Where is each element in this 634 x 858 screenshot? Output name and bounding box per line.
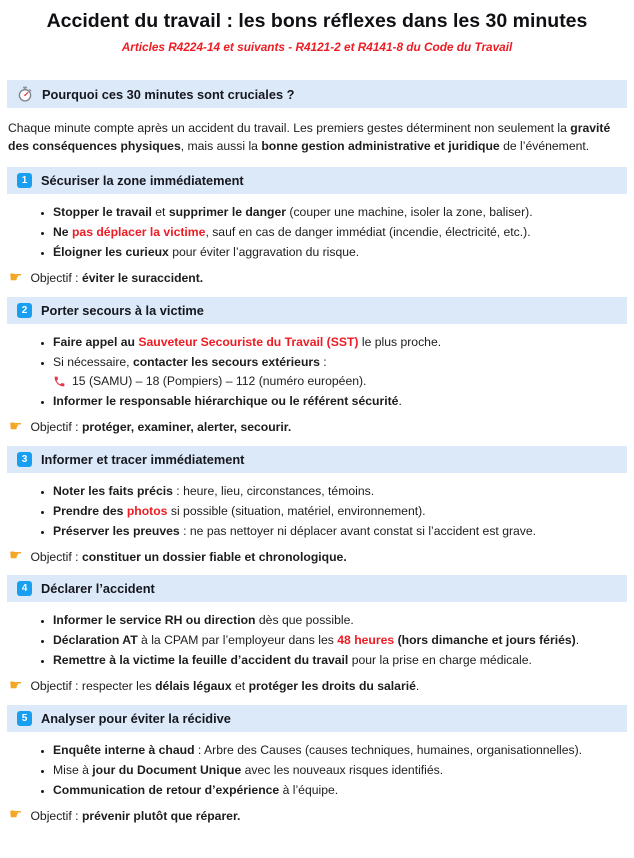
text-segment: pour éviter l’aggravation du risque. (168, 245, 360, 259)
text-segment: : Arbre des Causes (causes techniques, humaines, organisationnelles). (194, 742, 583, 757)
text-segment: Informer le service RH ou direction (53, 613, 256, 627)
page-title: Accident du travail : les bons réflexes dans les 30 minutes (46, 10, 588, 32)
list-item (53, 224, 627, 241)
text-segment: Mise à (53, 762, 93, 777)
section (7, 297, 627, 435)
section-title: Informer et tracer immédiatement (41, 451, 245, 467)
sections-container (7, 167, 627, 823)
text-segment: jour du Document Unique (92, 762, 242, 777)
section (7, 446, 627, 565)
section-number-badge: 1 (17, 173, 32, 188)
text-segment: pas déplacer la victime (71, 225, 206, 239)
bullet-text (53, 743, 582, 757)
text-segment: Communication de retour d’expérience (53, 782, 280, 797)
text-segment: Chaque minute compte après un accident du travail. Les premiers gestes déterminent non seulement la (8, 121, 571, 135)
list-item (53, 483, 627, 500)
text-segment: Faire appel au (53, 334, 139, 349)
list-item (53, 204, 627, 221)
section-number-badge: 2 (17, 303, 32, 318)
section (7, 705, 627, 824)
list-item (53, 632, 627, 649)
objective-line (7, 808, 627, 823)
text-segment: . (575, 633, 580, 647)
objective-text (30, 679, 419, 693)
bullet-text (53, 335, 441, 349)
bullet-text (53, 763, 443, 777)
text-segment: (hors dimanche et jours fériés) (397, 633, 576, 647)
objective-line (7, 417, 627, 435)
bullet-text (53, 633, 579, 647)
text-segment: Si nécessaire, (53, 354, 133, 369)
text-segment: protéger, examiner, alerter, secourir. (81, 420, 292, 434)
pointing-finger-icon: ☛ (9, 806, 23, 823)
text-segment: Noter les faits précis (53, 483, 173, 498)
stopwatch-icon (17, 86, 33, 102)
text-segment: Informer le responsable hiérarchique ou le référent sécurité (53, 394, 399, 408)
text-segment: bonne gestion administrative et juridique (261, 138, 500, 153)
list-item (53, 354, 627, 390)
pointing-finger-icon: ☛ (9, 417, 23, 435)
objective-text (30, 271, 203, 285)
list-item (53, 393, 627, 410)
text-segment: Objectif : (30, 271, 82, 285)
section-title: Porter secours à la victime (41, 302, 204, 318)
intro-banner (7, 80, 627, 108)
section-header (7, 167, 627, 194)
bullet-text (53, 394, 402, 408)
text-segment: 48 heures (337, 633, 395, 647)
list-item (53, 612, 627, 629)
text-segment: Prendre des (53, 503, 127, 518)
section-number-badge: 5 (17, 711, 32, 726)
list-item (53, 742, 627, 759)
text-segment: à la CPAM par l’employeur dans les (137, 633, 338, 647)
text-segment: si possible (situation, matériel, environnement). (167, 503, 426, 518)
list-item (53, 523, 627, 540)
page-subtitle: Articles R4224-14 et suivants - R4121-2 et R4141-8 du Code du Travail (121, 40, 513, 54)
bullet-text (53, 504, 426, 518)
text-segment: et (151, 205, 169, 219)
text-segment: Sauveteur Secouriste du Travail (SST) (138, 334, 359, 349)
text-segment: Objectif : (30, 549, 82, 564)
section-header (7, 575, 627, 602)
bullet-text (53, 524, 536, 538)
text-segment: (couper une machine, isoler la zone, baliser). (286, 205, 533, 219)
bullet-list (7, 742, 627, 799)
intro-heading: Pourquoi ces 30 minutes sont cruciales ? (42, 86, 295, 102)
section-number-badge: 4 (17, 581, 32, 596)
text-segment: , sauf en cas de danger immédiat (incendie, électricité, etc.). (205, 225, 531, 239)
text-segment: Enquête interne à chaud (53, 742, 195, 757)
text-segment: : (319, 354, 327, 369)
text-segment: Stopper le travail (53, 205, 152, 219)
bullet-text (53, 245, 359, 259)
text-segment: constituer un dossier fiable et chronologique. (81, 549, 347, 564)
text-segment: . (398, 394, 402, 408)
text-segment: avec les nouveaux risques identifiés. (241, 762, 444, 777)
text-segment: et (231, 679, 249, 693)
text-segment: pour la prise en charge médicale. (348, 653, 532, 667)
section (7, 575, 627, 694)
section-header (7, 297, 627, 324)
objective-line (7, 676, 627, 694)
bullet-list (7, 334, 627, 410)
intro-paragraph (8, 120, 626, 155)
text-segment: Éloigner les curieux (53, 245, 169, 259)
bullet-list (7, 483, 627, 540)
list-item (53, 782, 627, 799)
emergency-numbers-line (53, 373, 627, 390)
text-segment: Préserver les preuves (53, 523, 180, 538)
pointing-finger-icon: ☛ (9, 676, 23, 694)
bullet-list (7, 612, 627, 669)
objective-text (30, 420, 291, 434)
objective-line (7, 549, 627, 564)
text-segment: , mais aussi la (180, 138, 262, 153)
section-title: Analyser pour éviter la récidive (41, 710, 231, 726)
list-item (53, 244, 627, 261)
text-segment: . (415, 679, 420, 693)
bullet-text (53, 355, 327, 369)
bullet-list (7, 204, 627, 261)
bullet-text (53, 205, 533, 219)
list-item (53, 762, 627, 779)
bullet-text (53, 783, 338, 797)
phone-icon (53, 375, 66, 388)
text-segment: supprimer le danger (168, 205, 286, 219)
text-segment: 15 (SAMU) – 18 (Pompiers) – 112 (numéro européen). (72, 374, 367, 388)
text-segment: Objectif : respecter les (30, 679, 156, 693)
text-segment: gravité des conséquences physiques (8, 121, 611, 153)
text-segment: de l’événement. (499, 138, 590, 153)
text-segment: photos (126, 503, 168, 518)
pointing-finger-icon: ☛ (9, 268, 23, 286)
text-segment: Objectif : (30, 808, 82, 823)
list-item (53, 652, 627, 669)
bullet-text (53, 653, 532, 667)
section-header (7, 446, 627, 473)
text-segment: Ne (53, 225, 72, 239)
section-title: Sécuriser la zone immédiatement (41, 173, 244, 188)
list-item (53, 503, 627, 520)
text-segment: protéger les droits du salarié (248, 679, 416, 693)
text-segment: Déclaration AT (53, 633, 138, 647)
subline-text (72, 373, 366, 390)
text-segment: contacter les secours extérieurs (132, 354, 320, 369)
bullet-text (53, 613, 354, 627)
text-segment: éviter le suraccident. (81, 271, 204, 285)
section-header (7, 705, 627, 732)
text-segment: le plus proche. (358, 334, 442, 349)
objective-text (30, 550, 346, 564)
text-segment: prévenir plutôt que réparer. (81, 808, 241, 823)
text-segment: Remettre à la victime la feuille d’accident du travail (53, 653, 349, 667)
text-segment: : ne pas nettoyer ni déplacer avant constat si l’accident est grave. (179, 523, 537, 538)
list-item (53, 334, 627, 351)
pointing-finger-icon: ☛ (9, 547, 23, 564)
objective-text (30, 809, 240, 823)
bullet-text (53, 484, 374, 498)
text-segment: à l’équipe. (279, 782, 339, 797)
text-segment: : heure, lieu, circonstances, témoins. (172, 483, 375, 498)
text-segment: Objectif : (30, 420, 82, 434)
bullet-text (53, 225, 531, 239)
section-title: Déclarer l’accident (41, 581, 155, 596)
text-segment: dès que possible. (255, 613, 354, 627)
section (7, 167, 627, 286)
objective-line (7, 268, 627, 286)
text-segment: délais légaux (155, 679, 232, 693)
section-number-badge: 3 (17, 452, 32, 467)
